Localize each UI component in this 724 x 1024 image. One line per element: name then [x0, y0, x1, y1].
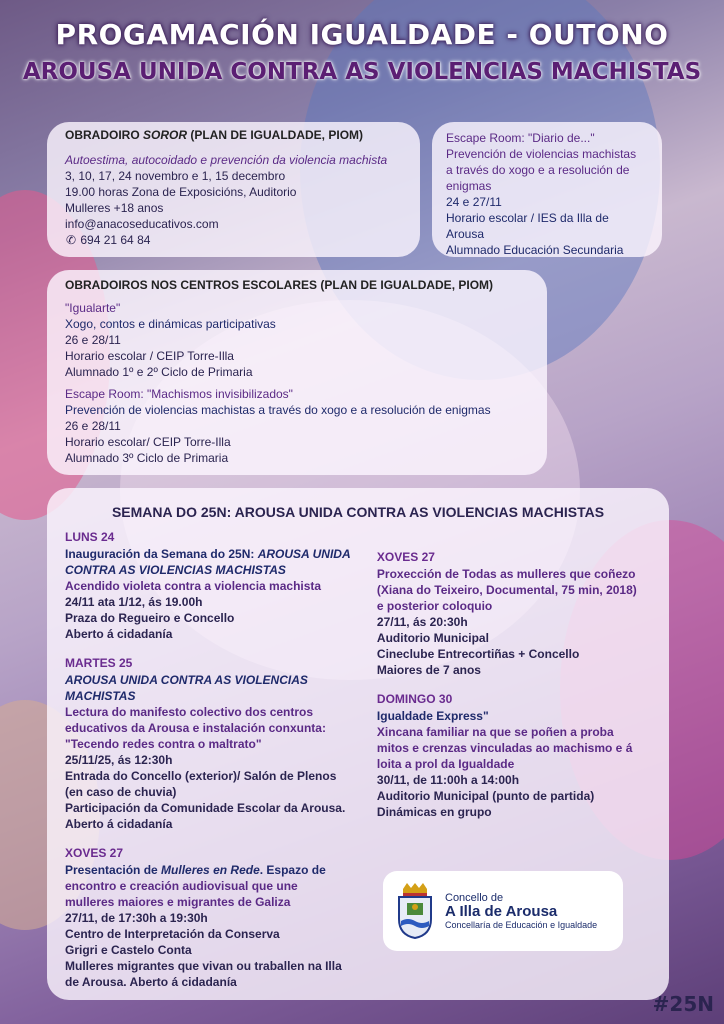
- soror-audience: Mulleres +18 anos: [65, 201, 164, 215]
- header: [0, 18, 724, 85]
- soror-description: Autoestima, autocoidado e prevención da violencia machista: [65, 153, 388, 167]
- soror-phone[interactable]: ✆ 694 21 64 84: [65, 233, 151, 247]
- day-xoves-1: XOVES 27: [65, 846, 124, 860]
- concello-logo-text: Concello de A Illa de Arousa Concellaría de Educación e Igualdade: [445, 892, 598, 930]
- day-xoves-2: XOVES 27: [376, 550, 435, 564]
- centros-label: OBRADOIROS NOS CENTROS ESCOLARES (PLAN DE IGUALDADE, PIOM): [65, 278, 494, 292]
- page-subtitle: AROUSA UNIDA CONTRA AS VIOLENCIAS MACHISTAS: [22, 59, 702, 85]
- centros-card: OBRADOIROS NOS CENTROS ESCOLARES (PLAN DE IGUALDADE, PIOM) "Igualarte" Xogo, contos e dinámicas participativas 26 e 28/11 Horario escolar / CEIP Torre-Illa Alumnado 1º e 2º Ciclo de Primaria Escape Room: "Machismos invisibilizados" Prevención de violencias machistas a través do xogo e a resolución de enigmas 26 e 28/11 Horario escolar/ CEIP Torre-Illa Alumnado 3º Ciclo de Primaria: [47, 270, 547, 475]
- soror-card: [47, 122, 420, 257]
- soror-label: OBRADOIRO SOROR (PLAN DE IGUALDADE, PIOM): [65, 128, 364, 142]
- soror-dates: 3, 10, 17, 24 novembro e 1, 15 decembro: [65, 169, 286, 183]
- phone-icon: ✆: [65, 233, 77, 247]
- escape-room-dates: 24 e 27/11: [446, 195, 502, 209]
- hashtag: #25N: [652, 992, 714, 1016]
- page-title: PROGAMACIÓN IGUALDADE - OUTONO: [55, 18, 669, 51]
- day-martes: MARTES 25: [65, 656, 133, 670]
- escape-room-audience: Alumnado Educación Secundaria: [446, 243, 624, 257]
- semana-right-column: XOVES 27 Proxección de Todas as mulleres que coñezo (Xiana do Teixeiro, Documental, 75 min, 2018) e posterior coloquio 27/11, ás 20:30h Auditorio Municipal Cineclube Entrecortiñas + Concello Maiores de 7 anos DOMINGO 30 Igualdade Express" Xincana familiar na que se poñen a proba mitos e crenzas vinculadas ao machismo e á loita a prol da Igualdade 30/11, de 11:00h a 14:00h Auditorio Municipal (punto de partida) Dinámicas en grupo: [377, 530, 651, 990]
- machismos-title: Escape Room: "Machismos invisibilizados": [65, 387, 293, 401]
- semana-title: SEMANA DO 25N: AROUSA UNIDA CONTRA AS VIOLENCIAS MACHISTAS: [111, 504, 605, 520]
- semana-left-column: LUNS 24 Inauguración da Semana do 25N: AROUSA UNIDA CONTRA AS VIOLENCIAS MACHISTAS Acendido violeta contra a violencia machista 24/11 ata 1/12, ás 19.00h Praza do Regueiro e Concello Aberto á cidadanía MARTES 25 AROUSA UNIDA CONTRA AS VIOLENCIAS MACHISTAS Lectura do manifesto colectivo dos centros educativos da Arousa e instalación conxunta: "Tecendo redes contra o maltrato" 25/11/25, ás 12:30h Entrada do Concello (exterior)/ Salón de Plenos (en caso de chuvia) Participación da Comunidade Escolar da Arousa. Aberto á cidadanía XOVES 27 Presentación de Mulleres en Rede. Espazo de encontro e creación audiovisual que une mulleres maiores e migrantes de Galiza 27/11, de 17:30h a 19:30h Centro de Interpretación da Conserva Grigri e Castelo Conta Mulleres migrantes que vivan ou traballen na Illa de Arousa. Aberto á cidadanía: [65, 530, 363, 990]
- escape-room-title: Escape Room: "Diario de...": [446, 131, 595, 145]
- escape-room-place: Horario escolar / IES da Illa de Arousa: [446, 211, 609, 241]
- coat-of-arms-icon: [395, 883, 435, 939]
- igualarte-title: "Igualarte": [65, 301, 121, 315]
- day-luns: LUNS 24: [65, 530, 115, 544]
- day-domingo: DOMINGO 30: [376, 692, 453, 706]
- escape-room-card: Escape Room: "Diario de..." Prevención de violencias machistas a través do xogo e a resolución de enigmas 24 e 27/11 Horario escolar / IES da Illa de Arousa Alumnado Educación Secundaria: [432, 122, 662, 257]
- soror-email[interactable]: info@anacoseducativos.com: [65, 217, 219, 231]
- concello-logo-block: [383, 871, 623, 951]
- soror-time-place: 19.00 horas Zona de Exposicións, Auditorio: [65, 185, 297, 199]
